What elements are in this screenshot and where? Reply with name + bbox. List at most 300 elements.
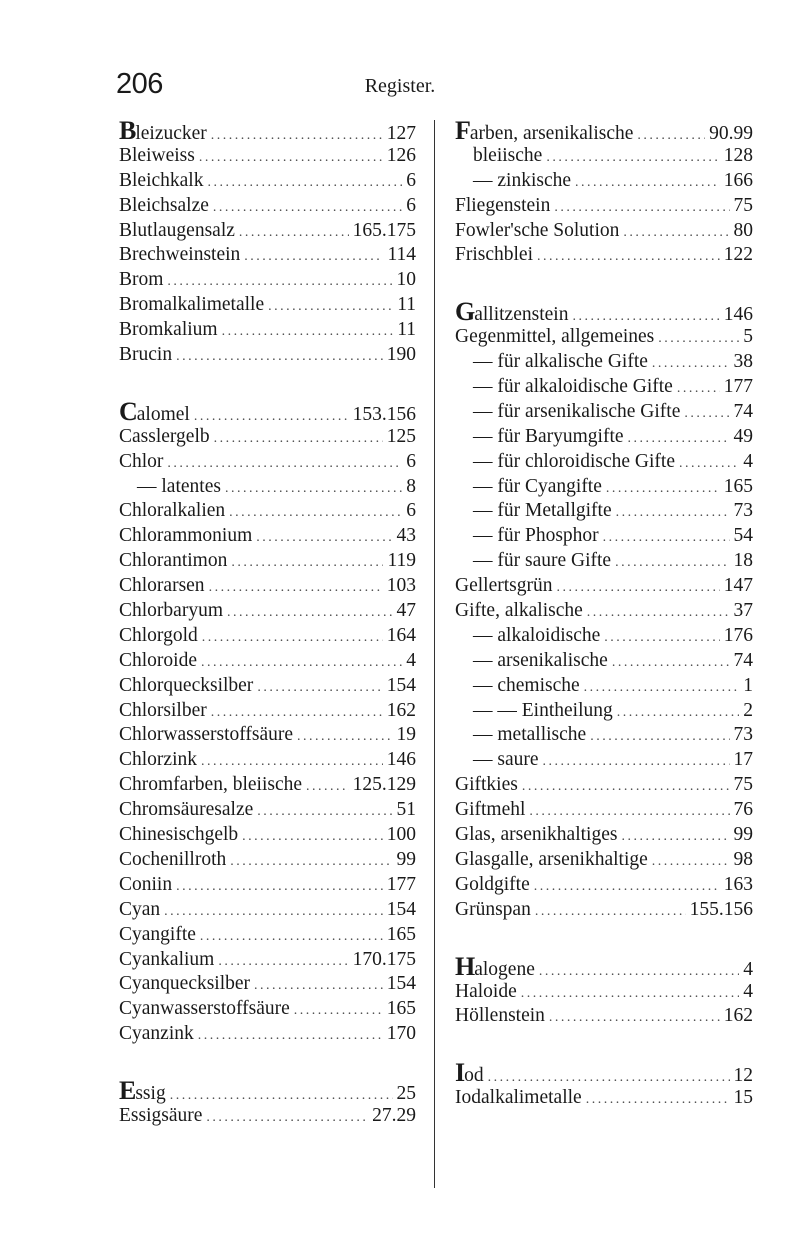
page-reference: 170: [386, 1023, 416, 1045]
leader-dots: [207, 171, 402, 196]
page-reference: 146: [723, 304, 753, 326]
page-reference: 27.29: [372, 1104, 416, 1126]
index-entry: [455, 723, 753, 748]
index-entry: [119, 425, 416, 450]
index-entry: [119, 194, 416, 219]
leader-dots: [229, 501, 402, 526]
index-entry: [119, 169, 416, 194]
index-term: Chlorantimon: [119, 550, 228, 572]
index-entry: [119, 499, 416, 524]
index-term: — alkaloidische: [473, 624, 601, 646]
index-entry: [119, 923, 416, 948]
page-reference: 154: [386, 973, 416, 995]
leader-dots: [231, 551, 383, 576]
index-term: Frischblei: [455, 244, 533, 266]
leader-dots: [652, 352, 730, 377]
index-term: — für Baryumgifte: [473, 425, 624, 447]
page-reference: 17: [733, 749, 753, 771]
index-entry: [119, 599, 416, 624]
page-reference: 165: [386, 998, 416, 1020]
index-entry: [119, 1076, 416, 1106]
index-entry: [455, 243, 753, 268]
leader-dots: [556, 576, 719, 601]
index-term: Höllenstein: [455, 1005, 545, 1027]
index-term: Essigsäure: [119, 1104, 203, 1126]
page-reference: 125: [386, 425, 416, 447]
page-reference: 163: [723, 873, 753, 895]
index-entry: [455, 1086, 753, 1111]
leader-dots: [201, 651, 402, 676]
index-term: Gegenmittel, allgemeines: [455, 326, 655, 348]
running-head: Register.: [364, 75, 436, 97]
index-term: Blutlaugensalz: [119, 219, 235, 241]
leader-dots: [294, 999, 383, 1024]
page-reference: 11: [397, 294, 416, 316]
index-term: Chlorzink: [119, 749, 197, 771]
page-reference: 6: [406, 169, 416, 191]
index-term: — zinkische: [473, 169, 572, 191]
page-reference: 147: [723, 575, 753, 597]
index-term: Bleichkalk: [119, 169, 204, 191]
leader-dots: [612, 651, 730, 676]
index-column-left: [119, 116, 416, 1129]
leader-dots: [257, 676, 382, 701]
index-entry: [119, 524, 416, 549]
index-term: Cyanquecksilber: [119, 973, 251, 995]
index-term: Grünspan: [455, 898, 531, 920]
index-term: — arsenikalische: [473, 649, 608, 671]
index-entry: [119, 699, 416, 724]
index-entry: [455, 848, 753, 873]
index-term: Chloralkalien: [119, 500, 226, 522]
index-entry: [119, 450, 416, 475]
index-entry: [455, 599, 753, 624]
index-entry: [455, 450, 753, 475]
index-term: Goldgifte: [455, 873, 530, 895]
page-reference: 8: [406, 475, 416, 497]
index-entry: [119, 948, 416, 973]
index-term: Casslergelb: [119, 425, 210, 447]
page-reference: 37: [733, 600, 753, 622]
index-letter-group: [119, 116, 416, 368]
index-term: Bromalkalimetalle: [119, 294, 265, 316]
index-term: Brucin: [119, 344, 173, 366]
leader-dots: [658, 327, 739, 352]
page-reference: 4: [743, 958, 753, 980]
index-term: Chlorbaryum: [119, 600, 223, 622]
index-term: Brechweinstein: [119, 244, 241, 266]
index-entry: [119, 116, 416, 145]
page-reference: 10: [396, 269, 416, 291]
page-reference: 90.99: [709, 123, 753, 144]
index-letter-group: [455, 951, 753, 1030]
page-reference: 75: [733, 774, 753, 796]
leader-dots: [521, 982, 740, 1007]
index-term: — — Eintheilung: [473, 699, 613, 721]
index-entry: [455, 549, 753, 574]
index-term: Chromfarben, bleiische: [119, 774, 303, 796]
index-term: Cochenillroth: [119, 848, 227, 870]
index-entry: [455, 194, 753, 219]
index-term: Giftkies: [455, 774, 518, 796]
index-term: Cyan: [119, 898, 161, 920]
page-number: 206: [116, 68, 163, 100]
page-reference: 49: [733, 425, 753, 447]
page-reference: 54: [733, 525, 753, 547]
index-term: Bleiweiss: [119, 144, 195, 166]
leader-dots: [200, 925, 383, 950]
page-reference: 12: [733, 1065, 753, 1087]
index-entry: [119, 219, 416, 244]
index-entry: [455, 524, 753, 549]
page-reference: 154: [386, 674, 416, 696]
index-entry: [119, 144, 416, 169]
index-term: Essig: [119, 1076, 166, 1106]
index-term: Cyangifte: [119, 923, 196, 945]
index-entry: [455, 898, 753, 923]
index-term: Haloide: [455, 980, 517, 1002]
leader-dots: [254, 974, 383, 999]
leader-dots: [167, 452, 402, 477]
index-term: Gifte, alkalische: [455, 600, 583, 622]
index-entry: [119, 475, 416, 500]
index-entry: [455, 169, 753, 194]
leader-dots: [537, 245, 720, 270]
index-term: Chloroide: [119, 649, 197, 671]
leader-dots: [218, 950, 348, 975]
index-entry: [119, 798, 416, 823]
leader-dots: [230, 850, 392, 875]
leader-dots: [677, 377, 720, 402]
leader-dots: [206, 1106, 368, 1131]
page-reference: 190: [386, 344, 416, 366]
index-entry: [119, 873, 416, 898]
leader-dots: [222, 320, 394, 345]
index-letter-group: [455, 116, 753, 268]
page-reference: 4: [406, 649, 416, 671]
index-entry: [119, 823, 416, 848]
page-reference: 165: [386, 923, 416, 945]
index-entry: [119, 674, 416, 699]
index-term: Chlorquecksilber: [119, 674, 254, 696]
page-reference: 73: [733, 500, 753, 522]
index-term: Gellertsgrün: [455, 575, 553, 597]
leader-dots: [652, 850, 730, 875]
leader-dots: [244, 245, 383, 270]
index-term: Fliegenstein: [455, 194, 551, 216]
page-reference: 74: [733, 649, 753, 671]
leader-dots: [201, 750, 383, 775]
page-reference: 99: [396, 848, 416, 870]
page-reference: 126: [386, 144, 416, 166]
index-entry: [119, 343, 416, 368]
index-term: Brom: [119, 269, 164, 291]
leader-dots: [590, 725, 729, 750]
page-reference: 122: [723, 244, 753, 266]
index-term: Gallitzenstein: [455, 297, 569, 327]
index-entry: [455, 1004, 753, 1029]
leader-dots: [211, 701, 383, 726]
page-reference: 73: [733, 724, 753, 746]
index-term: — saure: [473, 749, 539, 771]
index-entry: [455, 325, 753, 350]
index-entry: [455, 773, 753, 798]
leader-dots: [242, 825, 383, 850]
index-entry: [119, 624, 416, 649]
index-term: Farben, arsenikalische: [455, 116, 634, 145]
leader-dots: [199, 146, 383, 171]
leader-dots: [268, 295, 393, 320]
index-entry: [455, 699, 753, 724]
leader-dots: [257, 800, 392, 825]
index-entry: [455, 798, 753, 823]
page-reference: 155.156: [689, 898, 753, 920]
leader-dots: [606, 477, 720, 502]
index-term: — für saure Gifte: [473, 550, 612, 572]
index-term: Cyankalium: [119, 948, 215, 970]
page-reference: 47: [396, 600, 416, 622]
index-entry: [455, 219, 753, 244]
leader-dots: [164, 900, 383, 925]
page-reference: 99: [733, 824, 753, 846]
leader-dots: [587, 601, 730, 626]
index-entry: [119, 723, 416, 748]
page-reference: 15: [733, 1087, 753, 1109]
index-letter-group: [455, 297, 753, 922]
page-reference: 165: [723, 475, 753, 497]
index-entry: [119, 549, 416, 574]
page-reference: 43: [396, 525, 416, 547]
index-term: Iod: [455, 1058, 484, 1088]
leader-dots: [239, 221, 349, 246]
index-entry: [455, 475, 753, 500]
index-entry: [455, 951, 753, 981]
index-entry: [119, 268, 416, 293]
leader-dots: [584, 676, 740, 701]
leader-dots: [176, 345, 383, 370]
column-divider: [434, 120, 435, 1188]
index-entry: [119, 898, 416, 923]
page-reference: 114: [387, 244, 416, 266]
index-term: Chlorgold: [119, 624, 198, 646]
leader-dots: [256, 526, 392, 551]
page-reference: 80: [733, 219, 753, 241]
index-term: — chemische: [473, 674, 580, 696]
index-term: Cyanwasserstoffsäure: [119, 998, 290, 1020]
leader-dots: [615, 551, 729, 576]
leader-dots: [603, 526, 730, 551]
index-term: — für Metallgifte: [473, 500, 612, 522]
page-reference: 153.156: [352, 403, 416, 425]
page-reference: 25: [396, 1083, 416, 1105]
index-term: — für alkaloidische Gifte: [473, 376, 673, 398]
index-entry: [119, 574, 416, 599]
index-entry: [455, 1058, 753, 1088]
index-entry: [119, 972, 416, 997]
page-reference: 98: [733, 848, 753, 870]
index-entry: [119, 748, 416, 773]
leader-dots: [522, 775, 730, 800]
leader-dots: [546, 146, 719, 171]
index-entry: [455, 499, 753, 524]
leader-dots: [554, 196, 729, 221]
index-entry: [455, 649, 753, 674]
index-entry: [455, 823, 753, 848]
index-term: — für Phosphor: [473, 525, 599, 547]
index-entry: [119, 318, 416, 343]
index-term: Chlorsilber: [119, 699, 207, 721]
index-term: — für arsenikalische Gifte: [473, 400, 681, 422]
index-entry: [119, 773, 416, 798]
leader-dots: [225, 477, 402, 502]
leader-dots: [586, 1088, 730, 1113]
index-entry: [119, 243, 416, 268]
leader-dots: [227, 601, 393, 626]
index-term: — für Cyangifte: [473, 475, 602, 497]
index-term: Bleichsalze: [119, 194, 209, 216]
page-reference: 6: [406, 194, 416, 216]
page-reference: 103: [386, 575, 416, 597]
index-term: — latentes: [137, 475, 221, 497]
page-reference: 177: [723, 376, 753, 398]
page-reference: 177: [386, 873, 416, 895]
page-reference: 1: [743, 674, 753, 696]
index-term: Chlorammonium: [119, 525, 253, 547]
index-term: — metallische: [473, 724, 587, 746]
leader-dots: [621, 825, 729, 850]
leader-dots: [617, 701, 740, 726]
index-column-right: [455, 116, 753, 1111]
leader-dots: [167, 270, 392, 295]
index-term: Fowler'sche Solution: [455, 219, 620, 241]
leader-dots: [297, 725, 392, 750]
index-entry: [119, 649, 416, 674]
index-term: Glasgalle, arsenikhaltige: [455, 848, 648, 870]
leader-dots: [534, 875, 720, 900]
page-reference: 125.129: [352, 774, 416, 796]
index-entry: [119, 1022, 416, 1047]
page-reference: 170.175: [352, 948, 416, 970]
index-entry: [455, 873, 753, 898]
page-reference: 6: [406, 450, 416, 472]
page-reference: 6: [406, 500, 416, 522]
leader-dots: [616, 501, 730, 526]
leader-dots: [209, 576, 383, 601]
leader-dots: [213, 196, 402, 221]
index-term: Coniin: [119, 873, 173, 895]
index-entry: [119, 293, 416, 318]
page-reference: 162: [723, 1005, 753, 1027]
index-term: Chlorarsen: [119, 575, 205, 597]
page-reference: 146: [386, 749, 416, 771]
page-reference: 166: [723, 169, 753, 191]
index-entry: [455, 425, 753, 450]
page-reference: 18: [733, 550, 753, 572]
index-entry: [455, 144, 753, 169]
page-reference: 100: [386, 824, 416, 846]
leader-dots: [535, 900, 686, 925]
index-term: — für alkalische Gifte: [473, 351, 648, 373]
index-entry: [455, 116, 753, 145]
index-term: Iodalkalimetalle: [455, 1087, 582, 1109]
index-term: Chromsäuresalze: [119, 799, 254, 821]
index-term: Bleizucker: [119, 116, 207, 145]
leader-dots: [214, 427, 383, 452]
leader-dots: [575, 171, 720, 196]
leader-dots: [543, 750, 730, 775]
index-entry: [455, 980, 753, 1005]
index-entry: [455, 624, 753, 649]
index-term: Bromkalium: [119, 319, 218, 341]
page-reference: 165.175: [352, 219, 416, 241]
index-term: Glas, arsenikhaltiges: [455, 824, 618, 846]
index-term: Chlor: [119, 450, 164, 472]
index-entry: [455, 574, 753, 599]
index-term: — für chloroidische Gifte: [473, 450, 675, 472]
leader-dots: [529, 800, 729, 825]
page-reference: 162: [386, 699, 416, 721]
index-entry: [455, 748, 753, 773]
index-letter-group: [455, 1058, 753, 1111]
index-entry: [455, 400, 753, 425]
page-reference: 75: [733, 194, 753, 216]
page-reference: 154: [386, 898, 416, 920]
page-reference: 128: [723, 144, 753, 166]
index-entry: [455, 674, 753, 699]
index-term: Cyanzink: [119, 1023, 194, 1045]
page-reference: 119: [387, 550, 416, 572]
page-reference: 164: [386, 624, 416, 646]
page-reference: 4: [743, 980, 753, 1002]
page-reference: 19: [396, 724, 416, 746]
index-entry: [455, 350, 753, 375]
leader-dots: [684, 402, 729, 427]
page-reference: 51: [396, 799, 416, 821]
leader-dots: [604, 626, 719, 651]
page-reference: 11: [397, 319, 416, 341]
index-term: bleiische: [473, 144, 543, 166]
leader-dots: [176, 875, 383, 900]
index-term: Giftmehl: [455, 799, 526, 821]
index-entry: [119, 396, 416, 426]
page-reference: 176: [723, 624, 753, 646]
page-reference: 38: [733, 351, 753, 373]
page-reference: 4: [743, 450, 753, 472]
page-reference: 5: [743, 326, 753, 348]
page-reference: 76: [733, 799, 753, 821]
index-entry: [455, 375, 753, 400]
index-term: Halogene: [455, 951, 535, 981]
index-letter-group: [119, 396, 416, 1047]
leader-dots: [198, 1024, 383, 1049]
index-entry: [119, 1104, 416, 1129]
index-entry: [119, 848, 416, 873]
index-term: Chinesischgelb: [119, 824, 239, 846]
index-letter-group: [119, 1076, 416, 1129]
leader-dots: [202, 626, 383, 651]
index-entry: [455, 297, 753, 327]
index-term: Chlorwasserstoffsäure: [119, 724, 294, 746]
leader-dots: [549, 1006, 720, 1031]
page-reference: 74: [733, 400, 753, 422]
index-entry: [119, 997, 416, 1022]
leader-dots: [623, 221, 729, 246]
leader-dots: [679, 452, 739, 477]
page-reference: 127: [386, 123, 416, 144]
page-reference: 2: [743, 699, 753, 721]
index-term: Calomel: [119, 396, 190, 426]
leader-dots: [306, 775, 349, 800]
